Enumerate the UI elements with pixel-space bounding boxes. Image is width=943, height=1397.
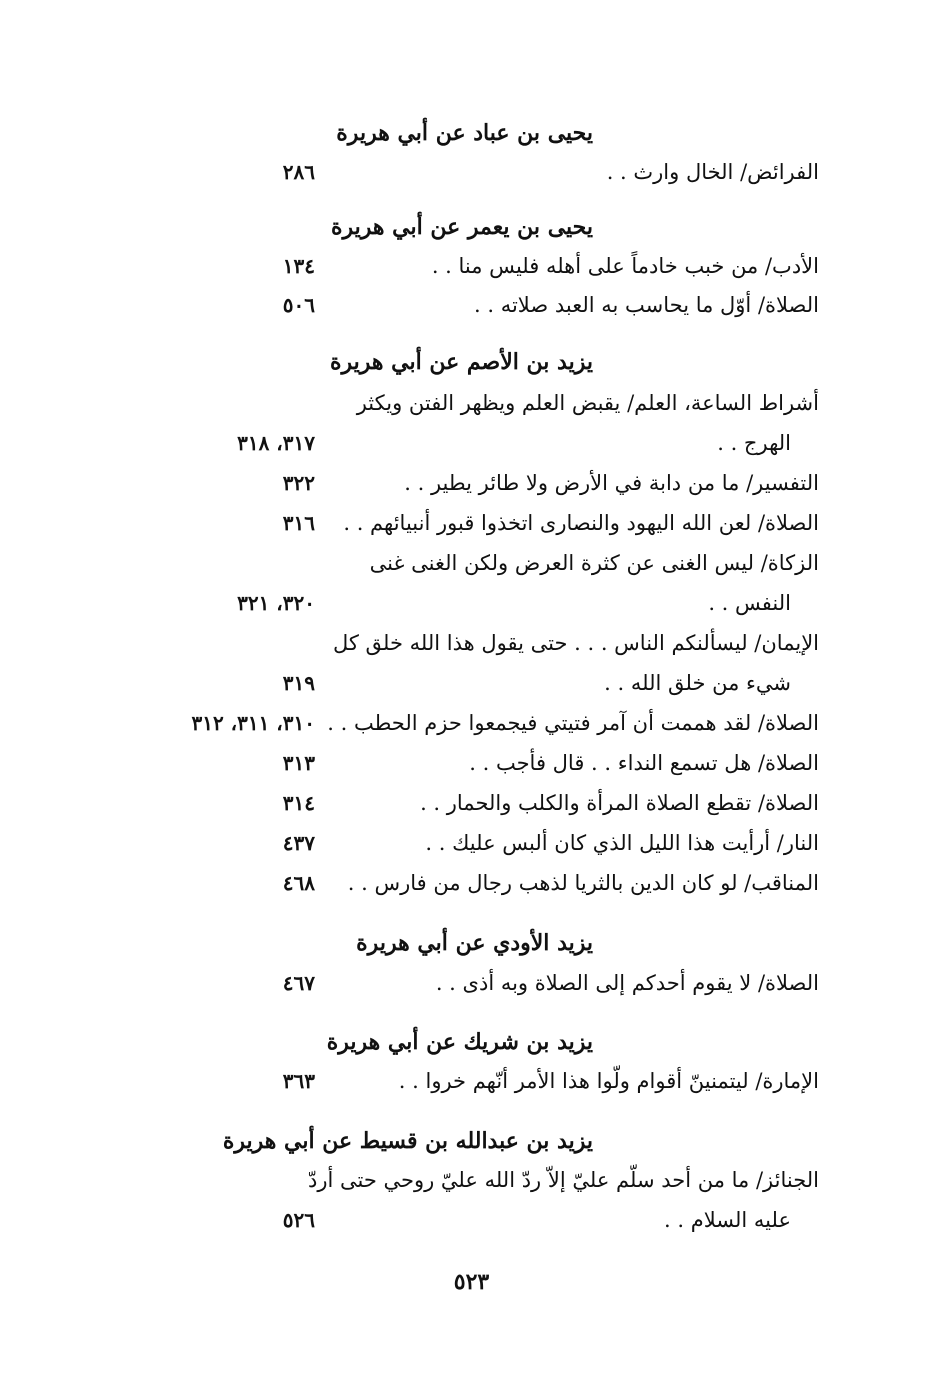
entry-page-numbers: ٣١٤	[282, 791, 315, 815]
entry-page-numbers: ٣١٠، ٣١١، ٣١٢	[191, 711, 315, 735]
entry-page-numbers: ٣٦٣	[282, 1069, 315, 1093]
entry-text: الإيمان/ ليسألنكم الناس . . . حتى يقول هذا الله خلق كل	[332, 631, 819, 655]
entry-page-numbers: ٣١٧، ٣١٨	[237, 431, 315, 455]
entry-text: الجنائز/ ما من أحد سلّم عليّ إلاّ ردّ الله عليّ روحي حتى أردّ	[307, 1168, 819, 1192]
entry-page-numbers: ٣٢٢	[282, 471, 315, 495]
entry-text: الصلاة/ لقد هممت أن آمر فتيتي فيجمعوا حزم الحطب . .	[327, 711, 819, 735]
entry-text: الصلاة/ هل تسمع النداء . . قال فأجب . .	[469, 751, 819, 775]
section-heading: يحيى بن عباد عن أبي هريرة	[336, 120, 593, 146]
page-number: ٥٢٣	[453, 1269, 490, 1295]
entry-page-numbers: ٢٨٦	[282, 160, 315, 184]
entry-text: التفسير/ ما من دابة في الأرض ولا طائر يطير . .	[404, 471, 819, 495]
entry-page-numbers: ٣١٩	[282, 671, 315, 695]
section-heading: يزيد بن شريك عن أبي هريرة	[326, 1029, 593, 1055]
entry-page-numbers: ٣١٦	[282, 511, 315, 535]
entry-text: الأدب/ من خبب خادماً على أهله فليس منا . .	[431, 254, 819, 278]
entry-page-numbers: ١٣٤	[282, 254, 315, 278]
entry-page-numbers: ٥٠٦	[282, 293, 315, 317]
entry-page-numbers: ٣١٣	[282, 751, 315, 775]
entry-text-continuation: شيء من خلق الله . .	[604, 671, 791, 695]
entry-text: الفرائض/ الخال وارث . .	[606, 160, 819, 184]
entry-text: الصلاة/ أوّل ما يحاسب به العبد صلاته . .	[474, 293, 819, 317]
section-heading: يحيى بن يعمر عن أبي هريرة	[330, 214, 593, 240]
entry-page-numbers: ٣٢٠، ٣٢١	[237, 591, 315, 615]
entry-text: الصلاة/ لعن الله اليهود والنصارى اتخذوا قبور أنبيائهم . .	[343, 511, 819, 535]
entry-text: الصلاة/ لا يقوم أحدكم إلى الصلاة وبه أذى . .	[435, 971, 819, 995]
entry-text-continuation: عليه السلام . .	[664, 1208, 791, 1232]
section-heading: يزيد بن عبدالله بن قسيط عن أبي هريرة	[222, 1128, 593, 1154]
entry-text-continuation: النفس . .	[708, 591, 791, 615]
entry-page-numbers: ٤٦٨	[282, 871, 315, 895]
entry-text: النار/ أرأيت هذا الليل الذي كان ألبس عليك . .	[425, 831, 819, 855]
entry-page-numbers: ٥٢٦	[282, 1208, 315, 1232]
entry-page-numbers: ٤٦٧	[282, 971, 315, 995]
section-heading: يزيد الأودي عن أبي هريرة	[356, 930, 593, 956]
section-heading: يزيد بن الأصم عن أبي هريرة	[329, 349, 593, 375]
entry-text: الزكاة/ ليس الغنى عن كثرة العرض ولكن الغنى غنى	[369, 551, 819, 575]
entry-text: الصلاة/ تقطع الصلاة المرأة والكلب والحمار . .	[420, 791, 819, 815]
entry-text: أشراط الساعة، العلم/ يقبض العلم ويظهر الفتن ويكثر	[356, 391, 819, 415]
entry-page-numbers: ٤٣٧	[282, 831, 315, 855]
entry-text: الإمارة/ ليتمنينّ أقوام ولّوا هذا الأمر أنّهم خروا . .	[398, 1069, 819, 1093]
entry-text-continuation: الهرج . .	[717, 431, 791, 455]
entry-text: المناقب/ لو كان الدين بالثريا لذهب رجال من فارس . .	[347, 871, 819, 895]
